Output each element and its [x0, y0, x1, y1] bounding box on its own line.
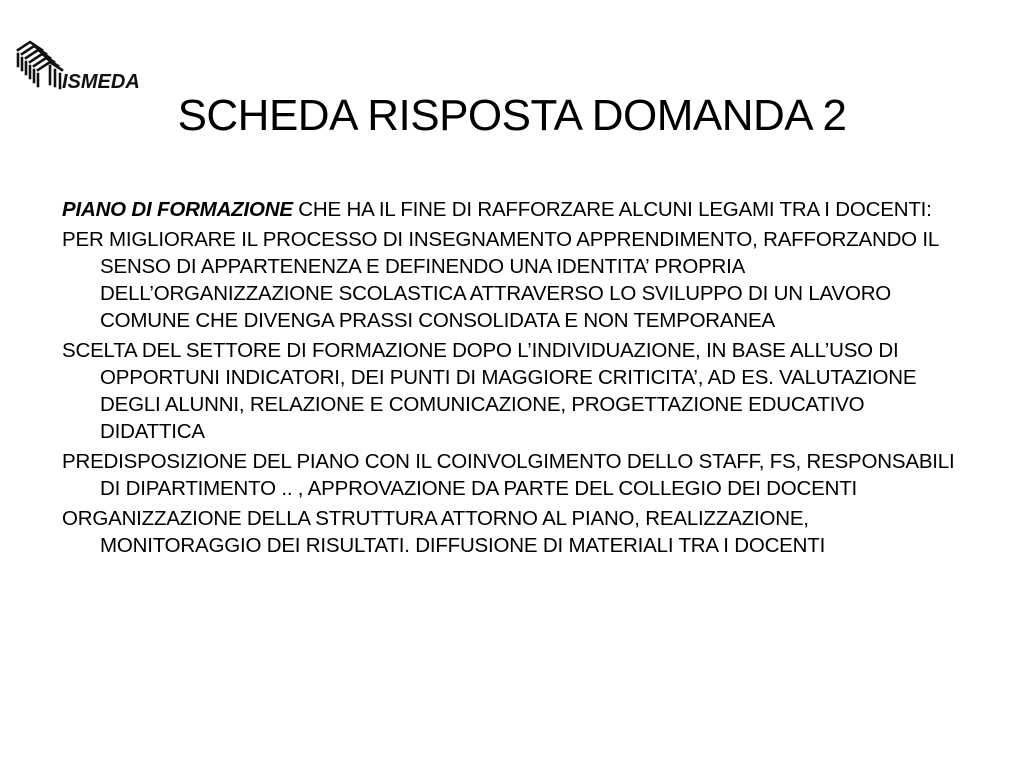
intro-text: CHE HA IL FINE DI RAFFORZARE ALCUNI LEGAMI TRA I DOCENTI:	[292, 198, 932, 221]
slide-title: SCHEDA RISPOSTA DOMANDA 2	[177, 91, 847, 140]
body-paragraph-2: SCELTA DEL SETTORE DI FORMAZIONE DOPO L’INDIVIDUAZIONE, IN BASE ALL’USO DI OPPORTUNI INDICATORI, DEI PUNTI DI MAGGIORE CRITICITA’, AD ES. VALUTAZIONE DEGLI ALUNNI, RELAZIONE E COMUNICAZIONE, PROGETTAZIONE EDUCATIVO DIDATTICA	[62, 339, 917, 443]
body-paragraph-3: PREDISPOSIZIONE DEL PIANO CON IL COINVOLGIMENTO DELLO STAFF, FS, RESPONSABILI DI DIPARTIMENTO .. , APPROVAZIONE DA PARTE DEL COLLEGIO DEI DOCENTI	[62, 450, 955, 500]
body-paragraph-1: PER MIGLIORARE IL PROCESSO DI INSEGNAMENTO APPRENDIMENTO, RAFFORZANDO IL SENSO DI APPARTENENZA E DEFINENDO UNA IDENTITA’ PROPRIA DELL’ORGANIZZAZIONE SCOLASTICA ATTRAVERSO LO SVILUPPO DI UN LAVORO COMUNE CHE DIVENGA PRASSI CONSOLIDATA E NON TEMPORANEA	[62, 228, 939, 332]
intro-emphasis: PIANO DI FORMAZIONE	[62, 198, 293, 221]
logo-text: ISMEDA	[62, 71, 140, 93]
body-paragraph-4: ORGANIZZAZIONE DELLA STRUTTURA ATTORNO AL PIANO, REALIZZAZIONE, MONITORAGGIO DEI RISULTATI. DIFFUSIONE DI MATERIALI TRA I DOCENTI	[62, 507, 826, 557]
slide-body	[62, 196, 962, 562]
intro-paragraph	[62, 196, 962, 223]
